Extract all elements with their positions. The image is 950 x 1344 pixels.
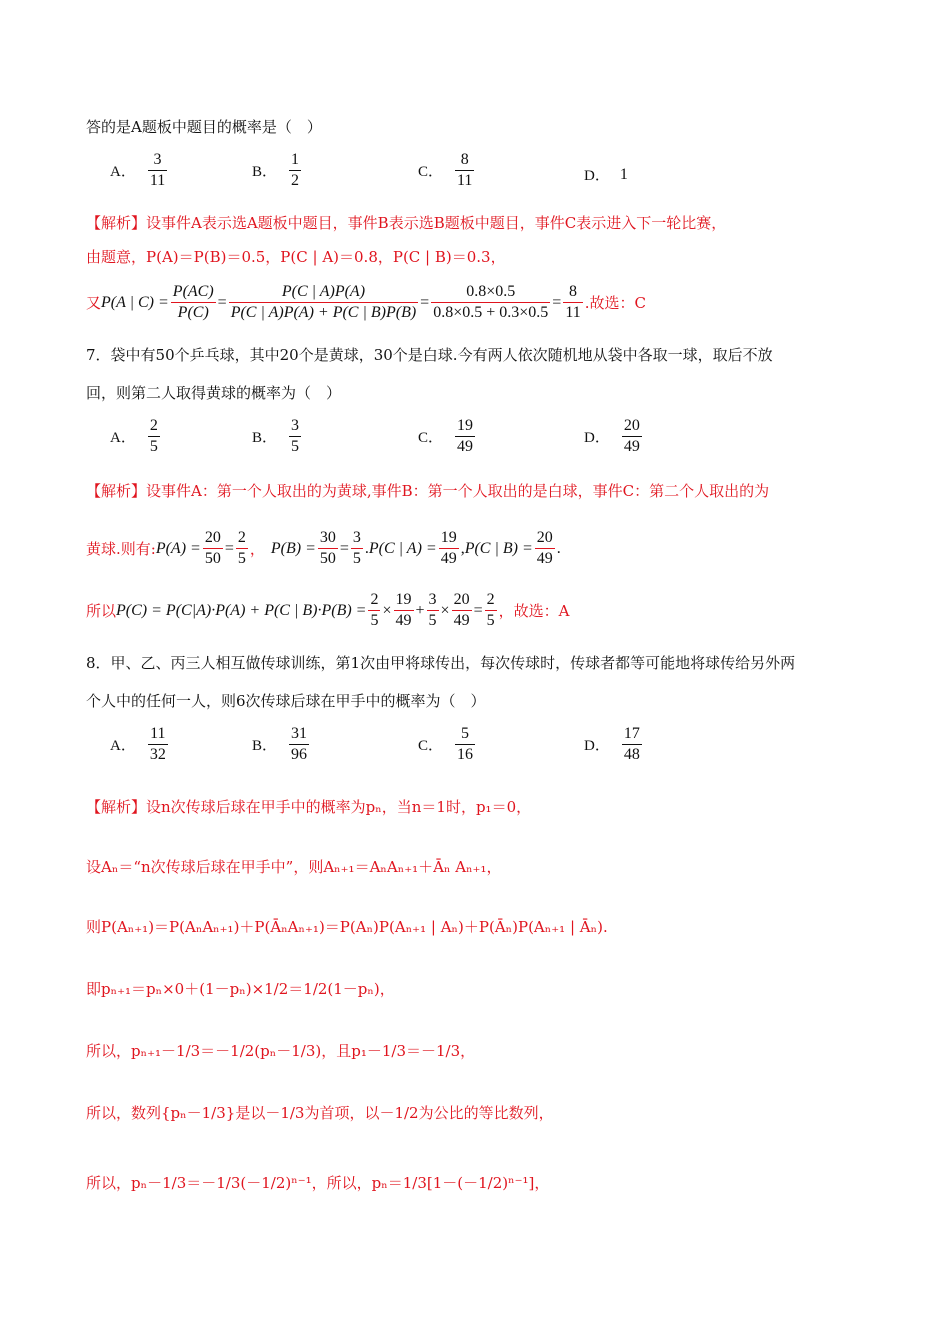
option-fraction [289,416,301,457]
denominator: 11 [149,172,166,189]
numerator: 5 [455,724,475,745]
option-label: A． [110,430,136,446]
numerator: 1 [289,150,301,171]
denominator: 49 [623,438,640,455]
math-fraction: $\frac{P(C | A)P(A)}{P(C | A)P(A) + P(C | B)P(B)}$ [230,283,417,321]
numerator: 19 [455,416,475,437]
solution-text: 所以 [86,601,117,620]
math-fraction: $\frac{P(AC)}{P(C)}$ [172,283,214,321]
option-label: C． [418,738,444,754]
solution-text: 又 [86,293,102,312]
math-fraction: $\frac{8}{11}$ [565,283,581,321]
numerator: 2 [148,416,160,437]
question-text: 8．甲、乙、丙三人相互做传球训练，第1次由甲将球传出，每次传球时，传球者都等可能地将球传给另外两 [86,654,796,672]
question-text: 7．袋中有50个乒乓球，其中20个是黄球，30个是白球.今有两人依次随机地从袋中各取一球，取后不放 [86,346,773,364]
option-fraction [148,150,167,191]
denominator: 96 [291,746,308,763]
option-fraction [622,724,642,765]
solution-text: 黄球.则有: [86,539,156,558]
denominator: 32 [149,746,166,763]
denominator: 16 [457,746,474,763]
q6-option-b [252,150,303,191]
q8-solution-line2 [86,856,502,878]
solution-text: 所以，数列{pₙ－1/3}是以－1/3为首项，以－1/2为公比的等比数列， [86,1104,554,1122]
solution-text: .故选：C [584,293,646,312]
q8-option-b [252,724,311,765]
q6-stem-text: 答的是A题板中题目的概率是（ ） [86,118,322,136]
option-fraction [455,150,474,191]
q8-solution-line3 [86,916,608,938]
option-fraction [148,724,168,765]
option-label: B． [252,738,278,754]
option-value: 1 [619,165,628,183]
q7-option-a [110,416,162,457]
option-label: D． [584,168,610,184]
solution-text: 【解析】设事件A：第一个人取出的为黄球,事件B：第一个人取出的是白球，事件C：第二个人取出的为 [86,482,770,500]
q8-solution-line7 [86,1172,549,1194]
math-fraction: $\frac{0.8\times 0.5}{0.8\times 0.5 + 0.3\times 0.5}$ [433,283,549,321]
q6-stem-tail [86,116,322,138]
numerator: 3 [148,150,167,171]
solution-text: ，故选：A [498,601,570,620]
numerator: 31 [289,724,309,745]
denominator: 5 [291,438,300,455]
denominator: 48 [623,746,640,763]
option-fraction [289,150,301,191]
q6-option-a [110,150,169,191]
q7-solution-line2: 黄球.则有: P(A) = $\frac{20}{50}$ = $\frac{2}{5}$ ， P(B) = $\frac{30}{50}$ = $\frac{3}{5}$ . P(C | A) = $\frac{19}{49}$ , P(C | B) = $\frac{20}{49}$ . [86,529,561,567]
solution-text: 所以，pₙ－1/3＝－1/3(－1/2)ⁿ⁻¹，所以，pₙ＝1/3[1－(－1/2)ⁿ⁻¹]， [86,1174,550,1192]
q6-solution-line2 [86,246,506,268]
q6-option-c [418,150,476,191]
q8-stem-line1 [86,652,795,674]
option-label: B． [252,430,278,446]
q6-solution-line1 [86,212,726,234]
question-text: 个人中的任何一人，则6次传球后球在甲手中的概率为（ ） [86,692,486,710]
option-fraction [622,416,642,457]
option-fraction [455,416,475,457]
q7-stem-line2 [86,382,341,404]
q8-solution-line5 [86,1040,475,1062]
q8-option-d [584,724,644,765]
q6-option-d [584,164,628,185]
solution-text: 【解析】设事件A表示选A题板中题目，事件B表示选B题板中题目，事件C表示进入下一轮比赛， [86,214,727,232]
q6-solution-line3: 又 P(A | C) = $\frac{P(AC)}{P(C)}$ = $\frac{P(C | A)P(A)}{P(C | A)P(A) + P(C | B)P(B)}$ = $\frac{0.8\times 0.5}{0.8\times 0.5 + 0.3\times 0.5}$ = $\frac{8}{11}$ .故选：C [86,283,646,321]
option-fraction [148,416,160,457]
option-label: D． [584,738,610,754]
q8-solution-line4 [86,978,395,1000]
q8-solution-line1 [86,796,531,818]
solution-text: 即pₙ₊₁＝pₙ×0＋(1－pₙ)×1/2＝1/2(1－pₙ)， [86,980,395,998]
option-label: D． [584,430,610,446]
solution-text: 由题意，P(A)＝P(B)＝0.5，P(C | A)＝0.8，P(C | B)＝0.3， [86,248,506,266]
q7-solution-line1 [86,480,769,502]
q8-option-c [418,724,477,765]
denominator: 49 [457,438,474,455]
numerator: 8 [455,150,474,171]
q8-option-a [110,724,170,765]
option-label: B． [252,164,278,180]
q8-stem-line2 [86,690,486,712]
numerator: 11 [148,724,168,745]
option-fraction [289,724,309,765]
question-text: 回，则第二人取得黄球的概率为（ ） [86,384,342,402]
option-label: C． [418,430,444,446]
solution-text: 则P(Aₙ₊₁)＝P(AₙAₙ₊₁)＋P(ĀₙAₙ₊₁)＝P(Aₙ)P(Aₙ₊₁ | Aₙ)＋P(Āₙ)P(Aₙ₊₁ | Āₙ). [86,918,608,936]
q7-option-d [584,416,644,457]
solution-text: 设Aₙ＝“n次传球后球在甲手中”，则Aₙ₊₁＝AₙAₙ₊₁＋Āₙ Aₙ₊₁， [86,858,502,876]
q7-stem-line1 [86,344,773,366]
q7-option-b [252,416,303,457]
q8-solution-line6 [86,1102,554,1124]
option-label: A． [110,164,136,180]
numerator: 3 [289,416,301,437]
numerator: 20 [622,416,642,437]
solution-text: 【解析】设n次传球后球在甲手中的概率为pₙ，当n＝1时，p₁＝0， [86,798,532,816]
denominator: 2 [291,172,300,189]
denominator: 11 [457,172,473,189]
denominator: 5 [149,438,158,455]
numerator: 17 [622,724,642,745]
solution-text: 所以，pₙ₊₁－1/3＝－1/2(pₙ－1/3)，且p₁－1/3＝－1/3， [86,1042,476,1060]
option-label: C． [418,164,444,180]
option-fraction [455,724,475,765]
q7-solution-line3: 所以 P(C) = P(C|A)·P(A) + P(C | B)·P(B) = $\frac{2}{5}$ × $\frac{19}{49}$ + $\frac{3}{5}$ × $\frac{20}{49}$ = $\frac{2}{5}$ ，故选：A [86,591,570,629]
option-label: A． [110,738,136,754]
q7-option-c [418,416,477,457]
